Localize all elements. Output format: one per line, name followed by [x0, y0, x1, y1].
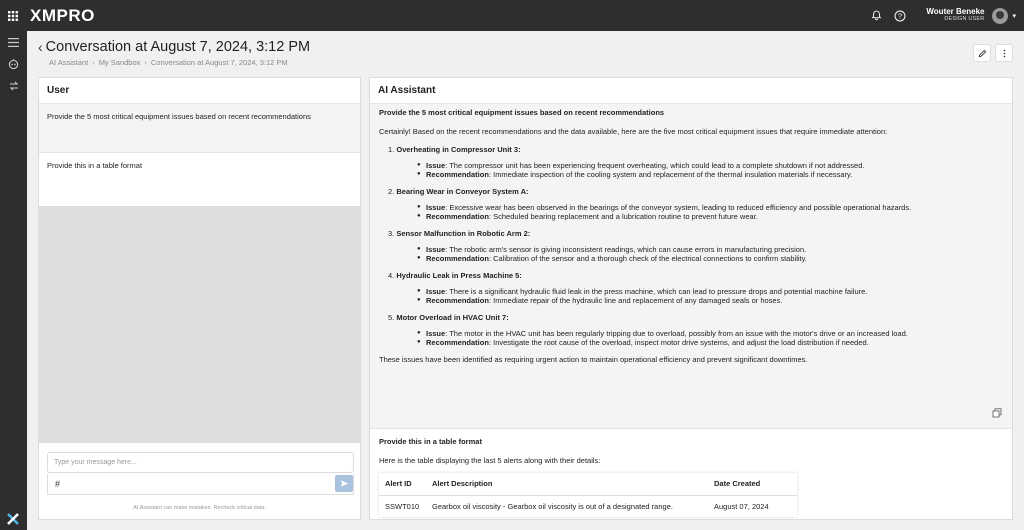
response-outro: These issues have been identified as requiring urgent action to maintain operational efficiency and prevent significant downtimes.	[379, 355, 808, 364]
issue-label: Issue	[426, 287, 446, 296]
robot-icon[interactable]	[0, 53, 27, 75]
issue-label: Issue	[426, 329, 446, 338]
issue-bullet: ● Issue: There is a significant hydraulic fluid leak in the press machine, which can lead to pressure drops and potential machine failure.	[417, 287, 868, 296]
bell-icon[interactable]	[866, 6, 886, 26]
edit-button[interactable]	[973, 44, 991, 62]
recommendation-label: Recommendation	[426, 254, 489, 263]
issue-text: : The robotic arm's sensor is giving inconsistent readings, which can cause errors in manufacturing precision.	[445, 245, 807, 254]
recommendation-text: : Calibration of the sensor and a thorough check of the electrical connections to confirm stability.	[488, 254, 807, 263]
kebab-menu-icon	[1000, 49, 1009, 58]
table-row	[379, 495, 797, 517]
issue-item: 3. Sensor Malfunction in Robotic Arm 2: ● Issue: The robotic arm's sensor is giving inconsistent readings, which can cause errors in manufacturing precision. ● Recommendation: Calibration of the sensor and a thorough check of the electrical connections to confirm stability.	[388, 229, 1003, 263]
col-alert-id: Alert ID	[379, 473, 426, 495]
recommendation-label: Recommendation	[426, 170, 489, 179]
recommendation-bullet: ● Recommendation: Immediate inspection of the cooling system and replacement of the thermal insulation materials if necessary.	[417, 170, 853, 179]
ai-panel-header: AI Assistant	[370, 78, 1012, 104]
issue-item: 1. Overheating in Compressor Unit 3: ● Issue: The compressor unit has been experiencing frequent overheating, which could lead to a complete shutdown if not addressed. ● Recommendation: Immediate inspection of the cooling system and replacement of the thermal insulation materials if necessary.	[388, 145, 1003, 179]
recommendation-bullet: ● Recommendation: Investigate the root cause of the overload, inspect motor drive systems, and adjust the load distribution if needed.	[417, 338, 869, 347]
cell-alert-id: SSWT010	[385, 501, 420, 511]
app-grid-icon[interactable]	[0, 0, 26, 31]
issue-item: 2. Bearing Wear in Conveyor System A: ● Issue: Excessive wear has been observed in the bearings of the conveyor system, leading to reduced efficiency and possible operational hazards. ● Recommendation: Scheduled bearing replacement and a lubrication routine to prevent future wear.	[388, 187, 1003, 221]
issue-bullet: ● Issue: The robotic arm's sensor is giving inconsistent readings, which can cause errors in manufacturing precision.	[417, 245, 807, 254]
user-panel	[38, 77, 361, 520]
help-icon[interactable]	[890, 6, 910, 26]
recommendation-bullet: ● Recommendation: Calibration of the sensor and a thorough check of the electrical connections to confirm stability.	[417, 254, 807, 263]
issue-number: 4.	[388, 271, 395, 280]
send-button[interactable]	[335, 475, 353, 492]
breadcrumb	[49, 58, 288, 67]
message-input[interactable]: Type your message here...	[47, 452, 354, 473]
user-name: Wouter Beneke	[926, 7, 985, 17]
user-panel-header: User	[39, 78, 360, 104]
message-composer	[39, 443, 360, 519]
issue-number: 3.	[388, 229, 395, 238]
issue-bullet: ● Issue: The motor in the HVAC unit has been regularly tripping due to overload, possibly from an issue with the motor's drive or an increased load.	[417, 329, 908, 338]
menu-icon[interactable]	[0, 31, 27, 53]
user-role: DESIGN USER	[944, 15, 985, 22]
issue-title: Hydraulic Leak in Press Machine 5	[396, 271, 520, 280]
swap-icon[interactable]	[0, 75, 27, 97]
recommendation-text: : Immediate repair of the hydraulic line and replacement of any damaged seals or hoses.	[488, 296, 783, 305]
recommendation-text: : Investigate the root cause of the overload, inspect motor drive systems, and adjust the load distribution if needed.	[488, 338, 869, 347]
cell-date-created: August 07, 2024	[714, 501, 769, 511]
ai-assistant-panel	[369, 77, 1013, 520]
issue-number: 1.	[388, 145, 395, 154]
issue-label: Issue	[426, 161, 446, 170]
copy-icon[interactable]	[992, 408, 1002, 418]
ai-response-2	[370, 429, 1012, 520]
issue-text: : There is a significant hydraulic fluid leak in the press machine, which can lead to pressure drops and potential machine failure.	[445, 287, 868, 296]
recommendation-label: Recommendation	[426, 296, 489, 305]
recommendation-text: : Immediate inspection of the cooling system and replacement of the thermal insulation materials if necessary.	[488, 170, 853, 179]
message-input-hash[interactable]	[47, 474, 354, 495]
issue-label: Issue	[426, 203, 446, 212]
user-info[interactable]	[926, 8, 984, 22]
issue-bullet: ● Issue: Excessive wear has been observed in the bearings of the conveyor system, leading to reduced efficiency and possible operational hazards.	[417, 203, 912, 212]
breadcrumb-item-current: Conversation at August 7, 2024, 3:12 PM	[150, 58, 288, 67]
ai-disclaimer: AI Assistant can make mistakes. Recheck critical data.	[133, 505, 266, 511]
alerts-table	[379, 473, 797, 517]
left-rail	[0, 31, 27, 530]
chevron-right-icon: ›	[144, 58, 147, 67]
issue-title: Motor Overload in HVAC Unit 7	[396, 313, 507, 322]
breadcrumb-item-ai-assistant[interactable]: AI Assistant	[49, 58, 89, 67]
table-header-row	[379, 473, 797, 495]
issue-text: : Excessive wear has been observed in the bearings of the conveyor system, leading to reduced efficiency and possible operational hazards.	[445, 203, 912, 212]
more-options-button[interactable]	[995, 44, 1013, 62]
issue-title: Bearing Wear in Conveyor System A	[396, 187, 526, 196]
chevron-right-icon: ›	[92, 58, 95, 67]
hash-value: #	[55, 479, 61, 489]
issue-item: 5. Motor Overload in HVAC Unit 7: ● Issue: The motor in the HVAC unit has been regularly tripping due to overload, possibly from an issue with the motor's drive or an increased load. ● Recommendation: Investigate the root cause of the overload, inspect motor drive systems, and adjust the load distribution if needed.	[388, 313, 1003, 347]
xmpro-x-logo-icon[interactable]	[6, 512, 20, 526]
svg-text:?: ?	[898, 11, 903, 21]
page-title: Conversation at August 7, 2024, 3:12 PM	[45, 39, 311, 55]
page-title-row	[38, 39, 310, 55]
recommendation-bullet: ● Recommendation: Scheduled bearing replacement and a lubrication routine to prevent future wear.	[417, 212, 758, 221]
chevron-down-icon[interactable]: ▾	[1012, 12, 1016, 20]
back-chevron-icon[interactable]: ‹	[38, 39, 43, 55]
avatar[interactable]	[992, 8, 1008, 24]
top-bar	[0, 0, 1024, 31]
issue-item: 4. Hydraulic Leak in Press Machine 5: ● Issue: There is a significant hydraulic fluid leak in the press machine, which can lead to pressure drops and potential machine failure. ● Recommendation: Immediate repair of the hydraulic line and replacement of any damaged seals or hoses.	[388, 271, 1003, 305]
response-question: Provide the 5 most critical equipment issues based on recent recommendations	[379, 108, 665, 117]
pencil-icon	[978, 49, 987, 58]
recommendation-label: Recommendation	[426, 338, 489, 347]
issue-title: Sensor Malfunction in Robotic Arm 2	[396, 229, 528, 238]
issue-title: Overheating in Compressor Unit 3	[396, 145, 519, 154]
main-content	[27, 31, 1024, 530]
response-intro: Here is the table displaying the last 5 alerts along with their details:	[379, 456, 601, 465]
ai-response-scroll[interactable]	[370, 104, 1012, 520]
recommendation-bullet: ● Recommendation: Immediate repair of the hydraulic line and replacement of any damaged seals or hoses.	[417, 296, 783, 305]
response-question: Provide this in a table format	[379, 437, 482, 446]
app-logo[interactable]: XMPRO	[30, 5, 95, 25]
recommendation-text: : Scheduled bearing replacement and a lubrication routine to prevent future wear.	[488, 212, 758, 221]
issue-label: Issue	[426, 245, 446, 254]
cell-alert-description: Gearbox oil viscosity - Gearbox oil viscosity is out of a designated range.	[432, 501, 673, 511]
recommendation-label: Recommendation	[426, 212, 489, 221]
user-message-1: Provide the 5 most critical equipment issues based on recent recommendations	[39, 104, 360, 153]
user-message-2: Provide this in a table format	[39, 153, 360, 205]
issue-number: 2.	[388, 187, 395, 196]
col-alert-description: Alert Description	[426, 473, 708, 495]
response-intro: Certainly! Based on the recent recommendations and the data available, here are the five most critical equipment issues that require immediate attention:	[379, 127, 888, 136]
issue-bullet: ● Issue: The compressor unit has been experiencing frequent overheating, which could lead to a complete shutdown if not addressed.	[417, 161, 865, 170]
breadcrumb-item-sandbox[interactable]: My Sandbox	[98, 58, 141, 67]
issue-text: : The compressor unit has been experiencing frequent overheating, which could lead to a complete shutdown if not addressed.	[445, 161, 865, 170]
ai-response-1	[370, 104, 1012, 429]
user-panel-empty-area	[39, 206, 360, 443]
issue-number: 5.	[388, 313, 395, 322]
issue-text: : The motor in the HVAC unit has been regularly tripping due to overload, possibly from an issue with the motor's drive or an increased load.	[445, 329, 908, 338]
send-icon	[340, 479, 349, 488]
col-date-created: Date Created	[708, 473, 797, 495]
